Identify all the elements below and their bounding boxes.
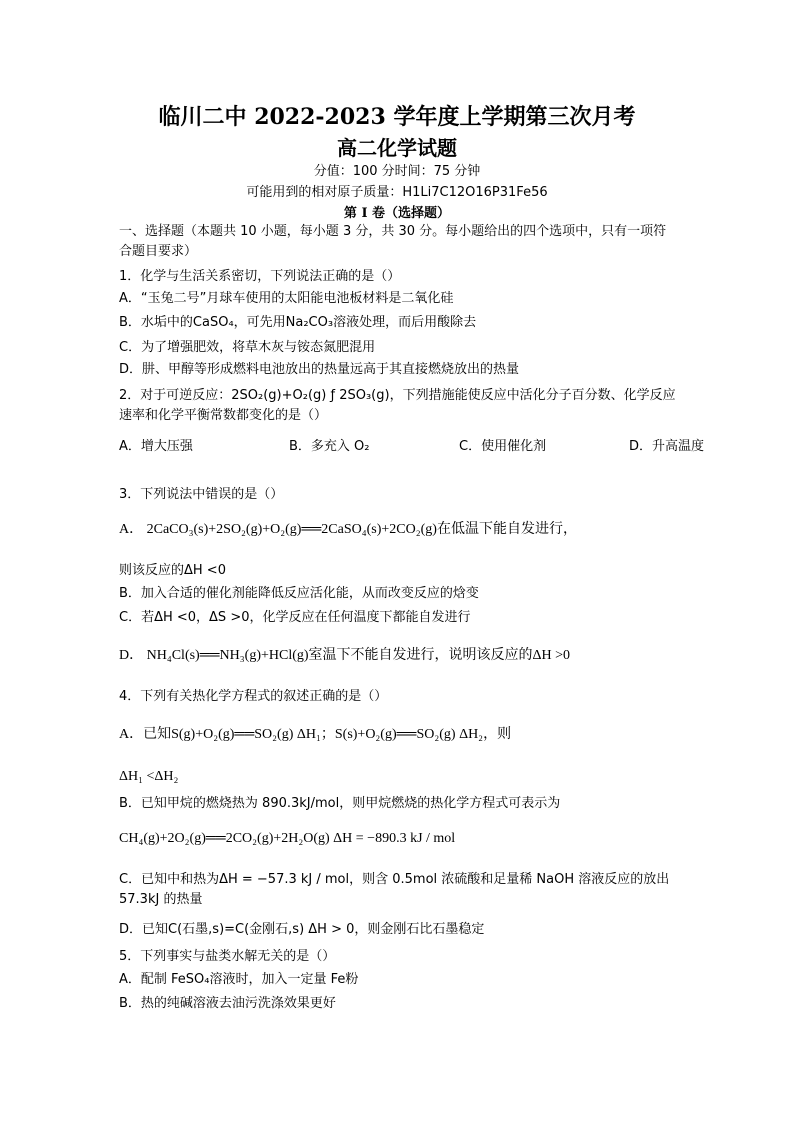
q5-stem: 5．下列事实与盐类水解无关的是（） (119, 949, 336, 964)
q1-option-a: A．“玉兔二号”月球车使用的太阳能电池板材料是二氧化硅 (119, 291, 454, 306)
q4-option-a-line1: A．已知S(g)+O₂(g)══SO₂(g) ΔH₁；S(s)+O₂(g)══SO₂(g) ΔH₂，则 (119, 727, 512, 742)
exam-title: 临川二中 2022-2023 学年度上学期第三次月考 (158, 104, 636, 130)
q1-option-d: D．肼、甲醇等形成燃料电池放出的热量远高于其直接燃烧放出的热量 (119, 362, 520, 377)
q2-option-d: D．升高温度 (629, 439, 705, 454)
q2-stem: 2．对于可逆反应：2SO₂(g)+O₂(g) ƒ 2SO₃(g)，下列措施能使反应中活化分子百分数、化学反应速率和化学平衡常数都变化的是（） (119, 388, 676, 423)
q4-stem: 4．下列有关热化学方程式的叙述正确的是（） (119, 689, 388, 704)
atomic-masses: 可能用到的相对原子质量：H1Li7C12O16P31Fe56 (246, 185, 548, 200)
q3-option-c: C．若ΔH <0，ΔS >0，化学反应在任何温度下都能自发进行 (119, 610, 471, 625)
q1-stem: 1．化学与生活关系密切，下列说法正确的是（） (119, 269, 401, 284)
q3-option-b: B．加入合适的催化剂能降低反应活化能，从而改变反应的焓变 (119, 586, 479, 601)
q4-option-d: D．已知C(石墨,s)=C(金刚石,s) ΔH > 0，则金刚石比石墨稳定 (119, 922, 485, 937)
q3-option-d: D． NH₄Cl(s)══NH₃(g)+HCl(g)室温下不能自发进行，说明该反应的ΔH >0 (119, 648, 571, 663)
q3-option-a-line2: 则该反应的ΔH <0 (119, 563, 226, 578)
instructions: 一、选择题（本题共 10 小题，每小题 3 分，共 30 分。每小题给出的四个选项中，只有一项符合题目要求） (119, 224, 667, 259)
q1-option-c: C．为了增强肥效，将草木灰与铵态氮肥混用 (119, 340, 376, 355)
q3-option-a-line1: A． 2CaCO₃(s)+2SO₂(g)+O₂(g)══2CaSO₄(s)+2CO₂(g)在低温下能自发进行， (119, 522, 577, 537)
q2-option-c: C．使用催化剂 (459, 439, 547, 454)
q4-option-b-line1: B．已知甲烷的燃烧热为 890.3kJ/mol，则甲烷燃烧的热化学方程式可表示为 (119, 796, 561, 811)
exam-subtitle: 高二化学试题 (337, 136, 457, 160)
q2-options (119, 438, 705, 456)
q2-option-a: A．增大压强 (119, 439, 193, 454)
q4-option-a-line2: ΔH₁ <ΔH₂ (119, 769, 179, 784)
q5-option-a: A．配制 FeSO₄溶液时，加入一定量 Fe粉 (119, 972, 359, 987)
section-heading: 第 I 卷（选择题） (343, 206, 451, 221)
q4-option-c: C．已知中和热为ΔH = −57.3 kJ / mol，则含 0.5mol 浓硫酸和足量稀 NaOH 溶液反应的放出 57.3kJ 的热量 (119, 872, 670, 907)
score-time: 分值：100 分时间：75 分钟 (313, 164, 481, 179)
q4-option-b-line2: CH₄(g)+2O₂(g)══2CO₂(g)+2H₂O(g) ΔH = −890.3 kJ / mol (119, 831, 456, 846)
q2-option-b: B．多充入 O₂ (289, 439, 370, 454)
q3-stem: 3．下列说法中错误的是（） (119, 487, 284, 502)
q5-option-b: B．热的纯碱溶液去油污洗涤效果更好 (119, 996, 336, 1011)
q1-option-b: B．水垢中的CaSO₄，可先用Na₂CO₃溶液处理，而后用酸除去 (119, 315, 477, 330)
